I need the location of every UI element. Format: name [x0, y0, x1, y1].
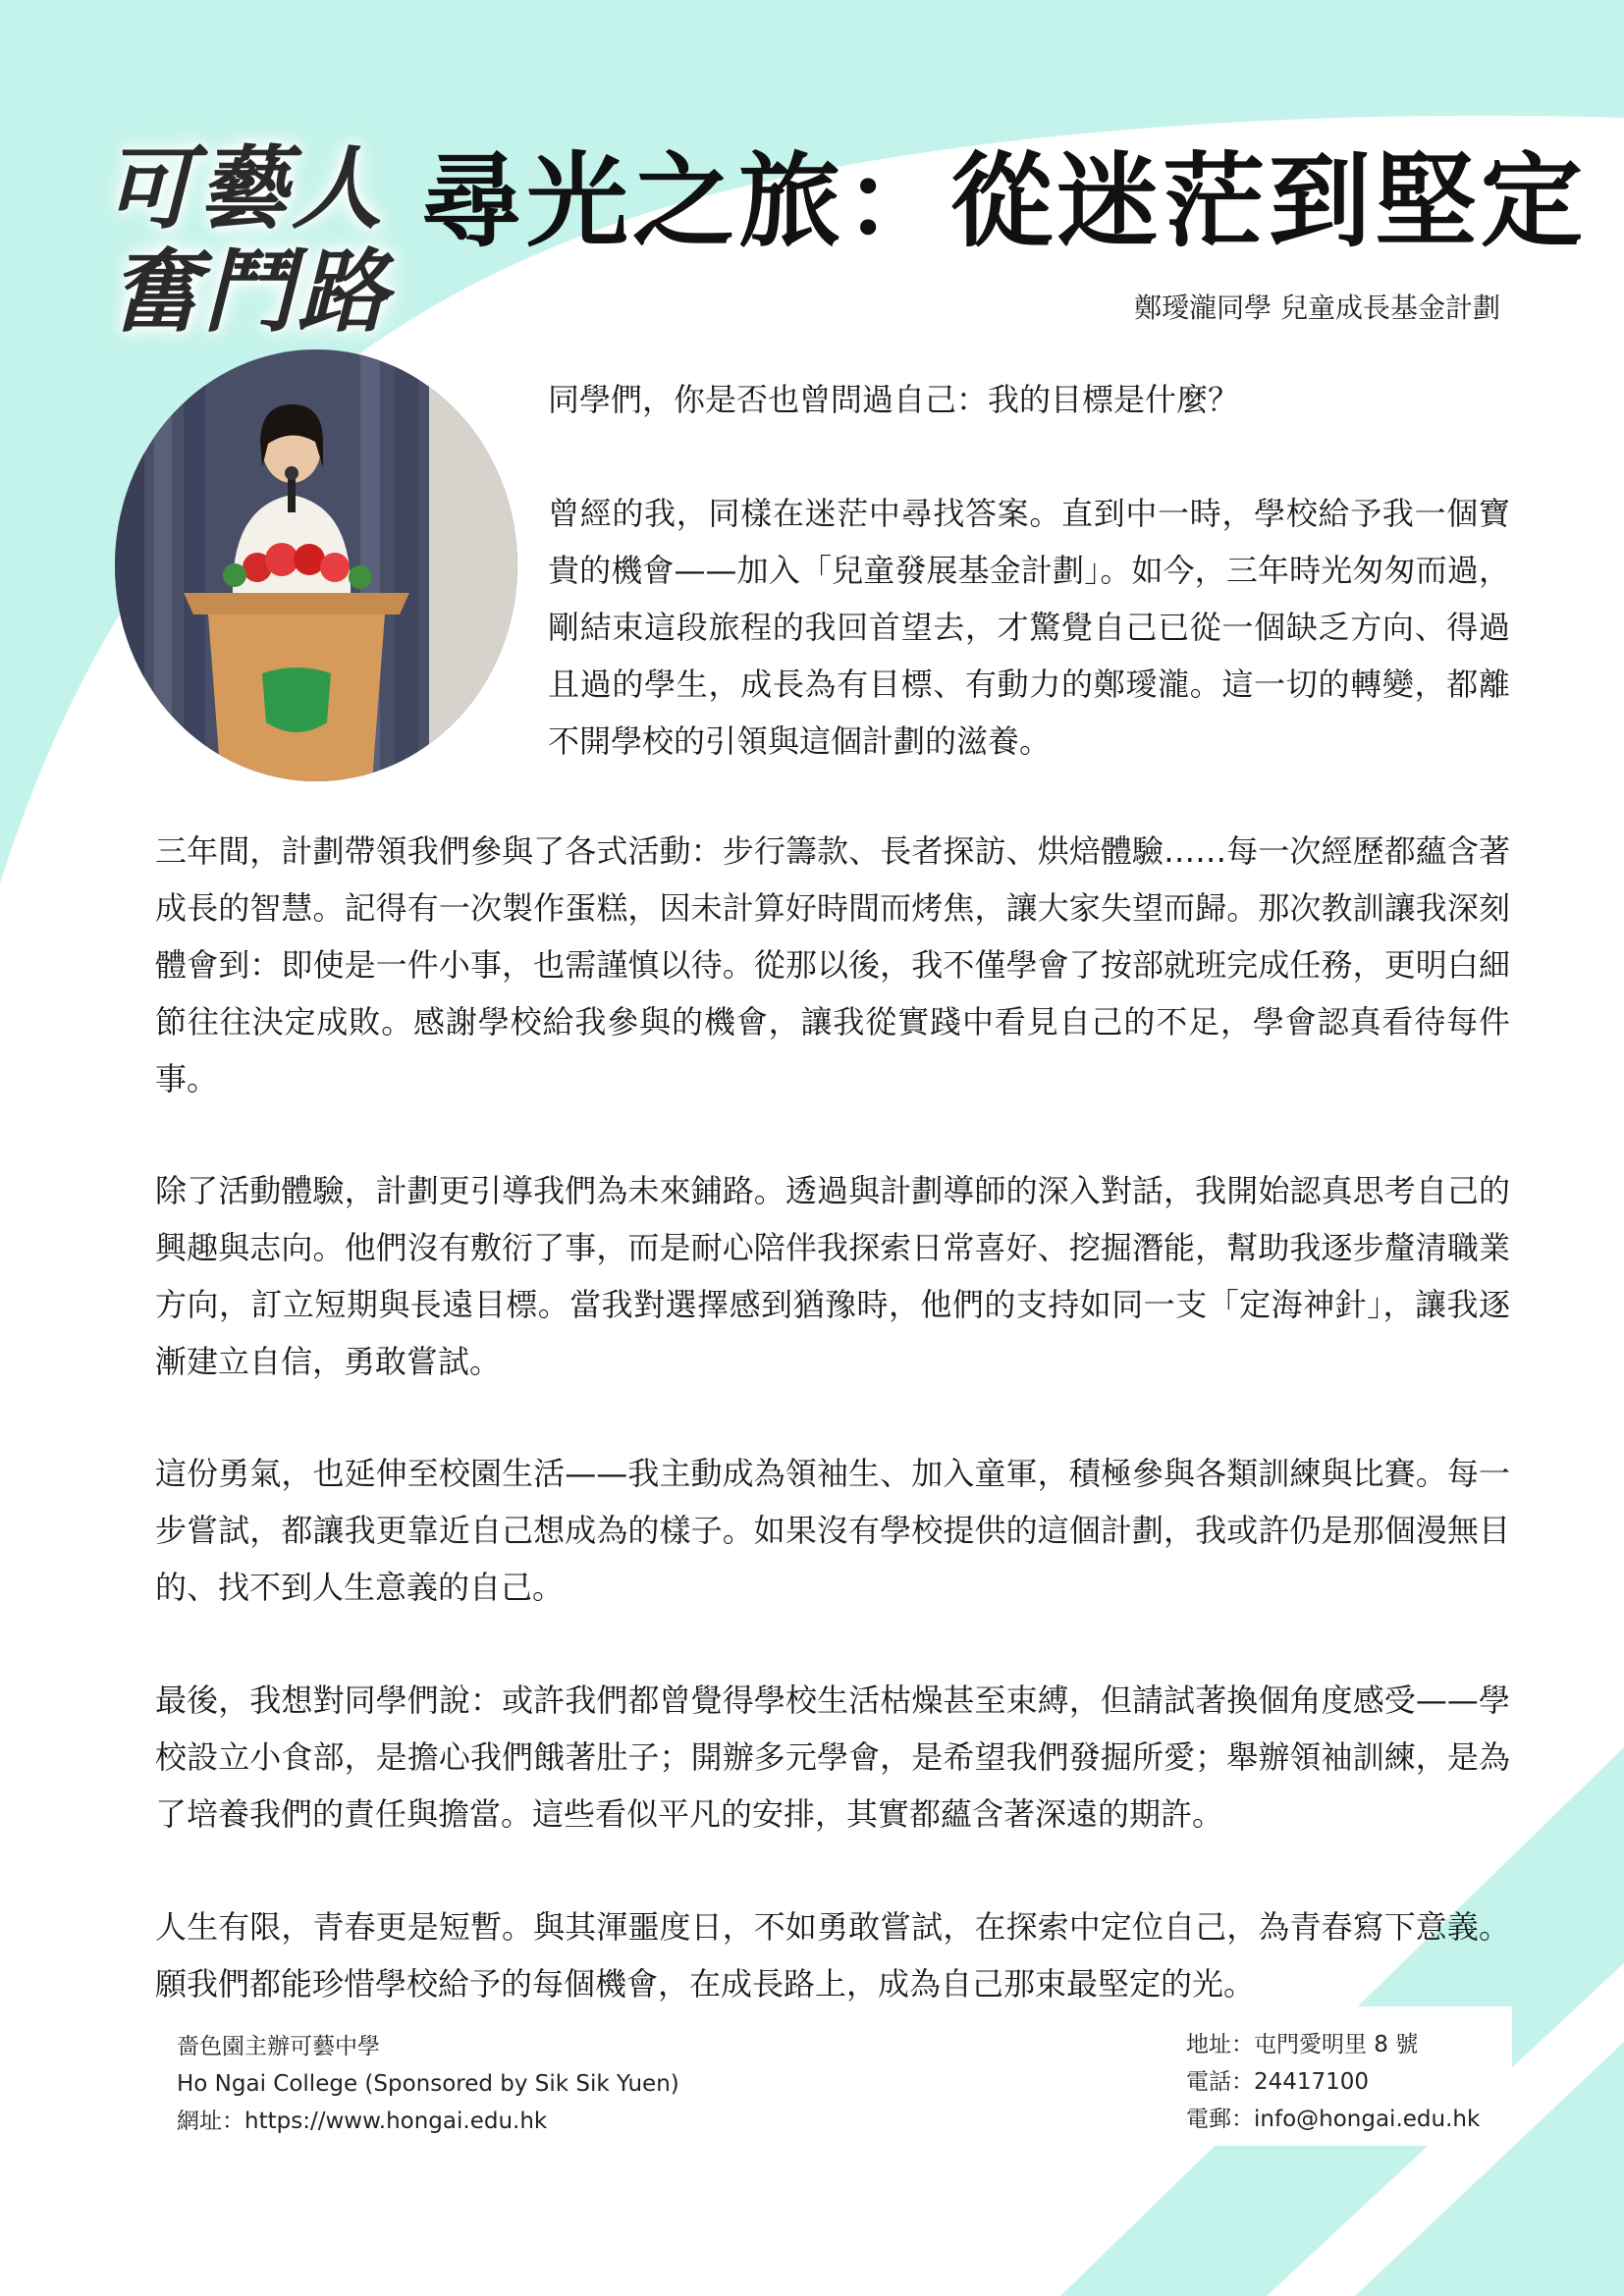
logo-line-2: 奮鬥路 — [109, 239, 393, 345]
footer-school-info — [177, 2028, 679, 2140]
article-paragraph-6: 最後，我想對同學們說：或許我們都曾覺得學校生活枯燥甚至束縛，但請試著換個角度感受——學校設立小食部，是擔心我們餓著肚子；開辦多元學會，是希望我們發掘所愛；舉辦領袖訓練，是為了培養我們的責任與擔當。這些看似平凡的安排，其實都蘊含著深遠的期許。 — [155, 1682, 1510, 1833]
article-paragraph-1: 同學們，你是否也曾問過自己：我的目標是什麼？ — [548, 381, 1240, 418]
author-byline: 鄭璦瀧同學 兒童成長基金計劃 — [1134, 292, 1500, 324]
school-name-english: Ho Ngai College (Sponsored by Sik Sik Yuen) — [177, 2071, 679, 2097]
author-photo — [115, 349, 517, 781]
article-paragraph-5: 這份勇氣，也延伸至校園生活——我主動成為領袖生、加入童軍，積極參與各類訓練與比賽。每一步嘗試，都讓我更靠近自己想成為的樣子。如果沒有學校提供的這個計劃，我或許仍是那個漫無目的、找不到人生意義的自己。 — [155, 1455, 1510, 1606]
article-paragraph-3: 三年間，計劃帶領我們參與了各式活動：步行籌款、長者探訪、烘焙體驗……每一次經歷都蘊含著成長的智慧。記得有一次製作蛋糕，因未計算好時間而烤焦，讓大家失望而歸。那次教訓讓我深刻體會到：即使是一件小事，也需謹慎以待。從那以後，我不僅學會了按部就班完成任務，更明白細節往往決定成敗。感謝學校給我參與的機會，讓我從實踐中看見自己的不足，學會認真看待每件事。 — [155, 832, 1510, 1097]
article-paragraph-7: 人生有限，青春更是短暫。與其渾噩度日，不如勇敢嘗試，在探索中定位自己，為青春寫下意義。願我們都能珍惜學校給予的每個機會，在成長路上，成為自己那束最堅定的光。 — [155, 1908, 1510, 2002]
school-website-link[interactable]: 網址：https://www.hongai.edu.hk — [177, 2109, 548, 2134]
logo-line-1: 可藝人 — [103, 135, 387, 241]
article-title: 尋光之旅：從迷茫到堅定 — [420, 141, 1588, 261]
article-paragraph-2: 曾經的我，同樣在迷茫中尋找答案。直到中一時，學校給予我一個寶貴的機會——加入「兒童發展基金計劃」。如今，三年時光匆匆而過，剛結束這段旅程的我回首望去，才驚覺自己已從一個缺乏方向、得過且過的學生，成長為有目標、有動力的鄭璦瀧。這一切的轉變，都離不開學校的引領與這個計劃的滋養。 — [548, 495, 1510, 760]
school-address: 地址：屯門愛明里 8 號 — [1186, 2032, 1419, 2057]
footer-contact-info — [1176, 2006, 1512, 2146]
school-email-link[interactable]: 電郵：info@hongai.edu.hk — [1186, 2107, 1481, 2132]
school-name-chinese: 嗇色園主辦可藝中學 — [177, 2034, 380, 2059]
column-logo — [103, 135, 393, 345]
article-paragraph-4: 除了活動體驗，計劃更引導我們為未來鋪路。透過與計劃導師的深入對話，我開始認真思考自己的興趣與志向。他們沒有敷衍了事，而是耐心陪伴我探索日常喜好、挖掘潛能，幫助我逐步釐清職業方向，訂立短期與長遠目標。當我對選擇感到猶豫時，他們的支持如同一支「定海神針」，讓我逐漸建立自信，勇敢嘗試。 — [155, 1172, 1510, 1380]
school-phone: 電話：24417100 — [1186, 2069, 1370, 2095]
